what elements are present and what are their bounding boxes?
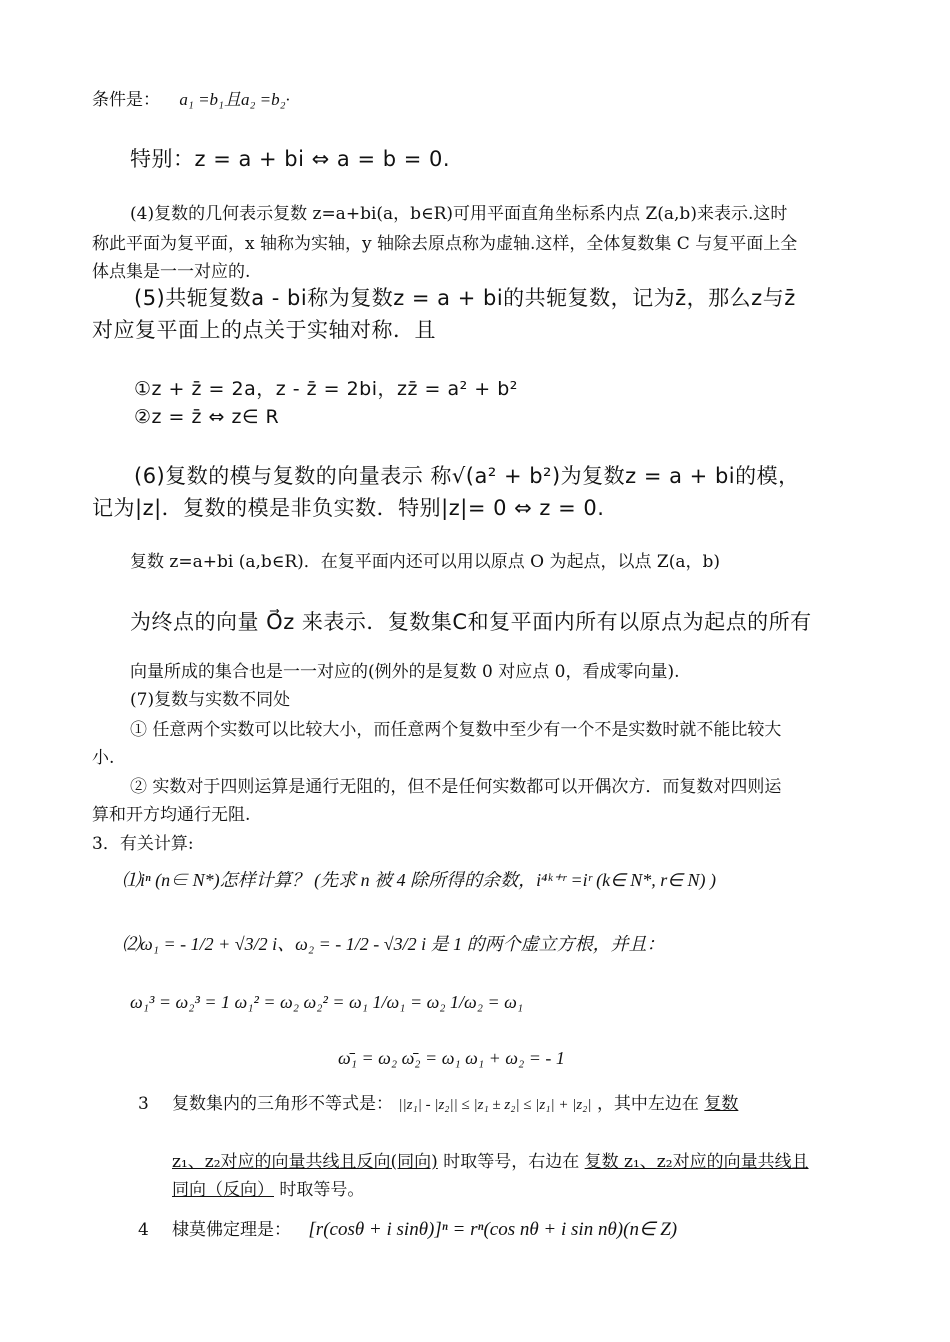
item3-line1 <box>172 1092 738 1117</box>
section3-item2: ⑵ω₁ = - 1/2 + √3/2 i、ω₂ = - 1/2 - √3/2 i 是 1 的两个虚立方根，并且： <box>122 934 665 954</box>
condition-formula: a₁ =b₁且a₂ =b₂· <box>179 90 290 109</box>
item3-underline-4: 同向（反向） <box>172 1180 274 1200</box>
item3-end: 时取等号。 <box>279 1180 365 1200</box>
condition-label: 条件是： <box>92 90 160 110</box>
item3-line2 <box>172 1150 809 1174</box>
item3-text: 复数集内的三角形不等式是： <box>172 1094 393 1114</box>
para7-item1-line1: ① 任意两个实数可以比较大小，而任意两个复数中至少有一个不是实数时就不能比较大 <box>130 720 782 740</box>
para5-line1: (5)共轭复数a - bi称为复数z = a + bi的共轭复数，记为z̄，那么z与z̄ <box>134 286 796 310</box>
para7-item2-line2: 算和开方均通行无阻. <box>92 805 251 825</box>
para4-line1: (4)复数的几何表示复数 z=a+bi(a，b∈R)可用平面直角坐标系内点 Z(a,b)来表示.这时 <box>130 204 788 224</box>
section3-title: 3．有关计算: <box>92 834 194 854</box>
item3-underline-3: 复数 z₁、z₂对应的向量共线且 <box>584 1152 809 1172</box>
para7-item1-line2: 小. <box>92 748 115 768</box>
conjugate-property-1: ①z + z̄ = 2a，z - z̄ = 2bi，zz̄ = a² + b² <box>134 378 518 400</box>
para7-title: (7)复数与实数不同处 <box>130 690 291 710</box>
omega-equations-2: ω̄₁ = ω₂ ω̄₂ = ω₁ ω₁ + ω₂ = - 1 <box>338 1048 565 1068</box>
conjugate-property-2: ②z = z̄ ⇔ z∈ R <box>134 406 280 428</box>
para6-line4: 为终点的向量 O⃗z 来表示．复数集C和复平面内所有以原点为起点的所有 <box>130 610 812 634</box>
para4-line3: 体点集是一一对应的. <box>92 262 251 282</box>
para6-line3: 复数 z=a+bi (a,b∈R)．在复平面内还可以用以原点 O 为起点，以点 Z(a，b) <box>130 552 721 572</box>
para6-line1: (6)复数的模与复数的向量表示 称√(a² + b²)为复数z = a + bi的模， <box>134 464 800 488</box>
item4-number: 4 <box>138 1220 149 1240</box>
item3-number: 3 <box>138 1094 149 1114</box>
item4-line <box>172 1218 677 1242</box>
item4-text: 棣莫佛定理是： <box>172 1220 291 1240</box>
section3-item1: ⑴iⁿ (n∈ N*)怎样计算？ (先求 n 被 4 除所得的余数，i⁴ᵏ⁺ʳ =iʳ (k∈ N*, r∈ N) ) <box>122 870 716 890</box>
triangle-inequality: ||z₁| - |z₂|| ≤ |z₁ ± z₂| ≤ |z₁| + |z₂| <box>398 1097 592 1113</box>
item3-underline-2: z₁、z₂对应的向量共线且反向(同向) <box>172 1152 438 1172</box>
de-moivre-formula: [r(cosθ + i sinθ)]ⁿ = rⁿ(cos nθ + i sin nθ)(n∈ Z) <box>308 1219 678 1240</box>
item3-underline-1: 复数 <box>704 1094 739 1114</box>
para7-item2-line1: ② 实数对于四则运算是通行无阻的，但不是任何实数都可以开偶次方．而复数对四则运 <box>130 777 782 797</box>
para6-line2: 记为|z|．复数的模是非负实数．特别|z|= 0 ⇔ z = 0. <box>92 496 605 520</box>
condition-line <box>92 88 290 112</box>
para5-line2: 对应复平面上的点关于实轴对称．且 <box>92 318 436 342</box>
para6-line5: 向量所成的集合也是一一对应的(例外的是复数 0 对应点 0，看成零向量). <box>130 662 680 682</box>
para4-line2: 称此平面为复平面，x 轴称为实轴，y 轴除去原点称为虚轴.这样，全体复数集 C 与复平面上全 <box>92 234 798 254</box>
item3-line3 <box>172 1178 364 1202</box>
special-case-line: 特别：z = a + bi ⇔ a = b = 0. <box>130 147 451 171</box>
omega-equations-1: ω₁³ = ω₂³ = 1 ω₁² = ω₂ ω₂² = ω₁ 1/ω₁ = ω₂ 1/ω₂ = ω₁ <box>130 992 524 1012</box>
item3-tail: ，其中左边在 <box>596 1094 699 1114</box>
item3-mid: 时取等号，右边在 <box>443 1152 580 1172</box>
